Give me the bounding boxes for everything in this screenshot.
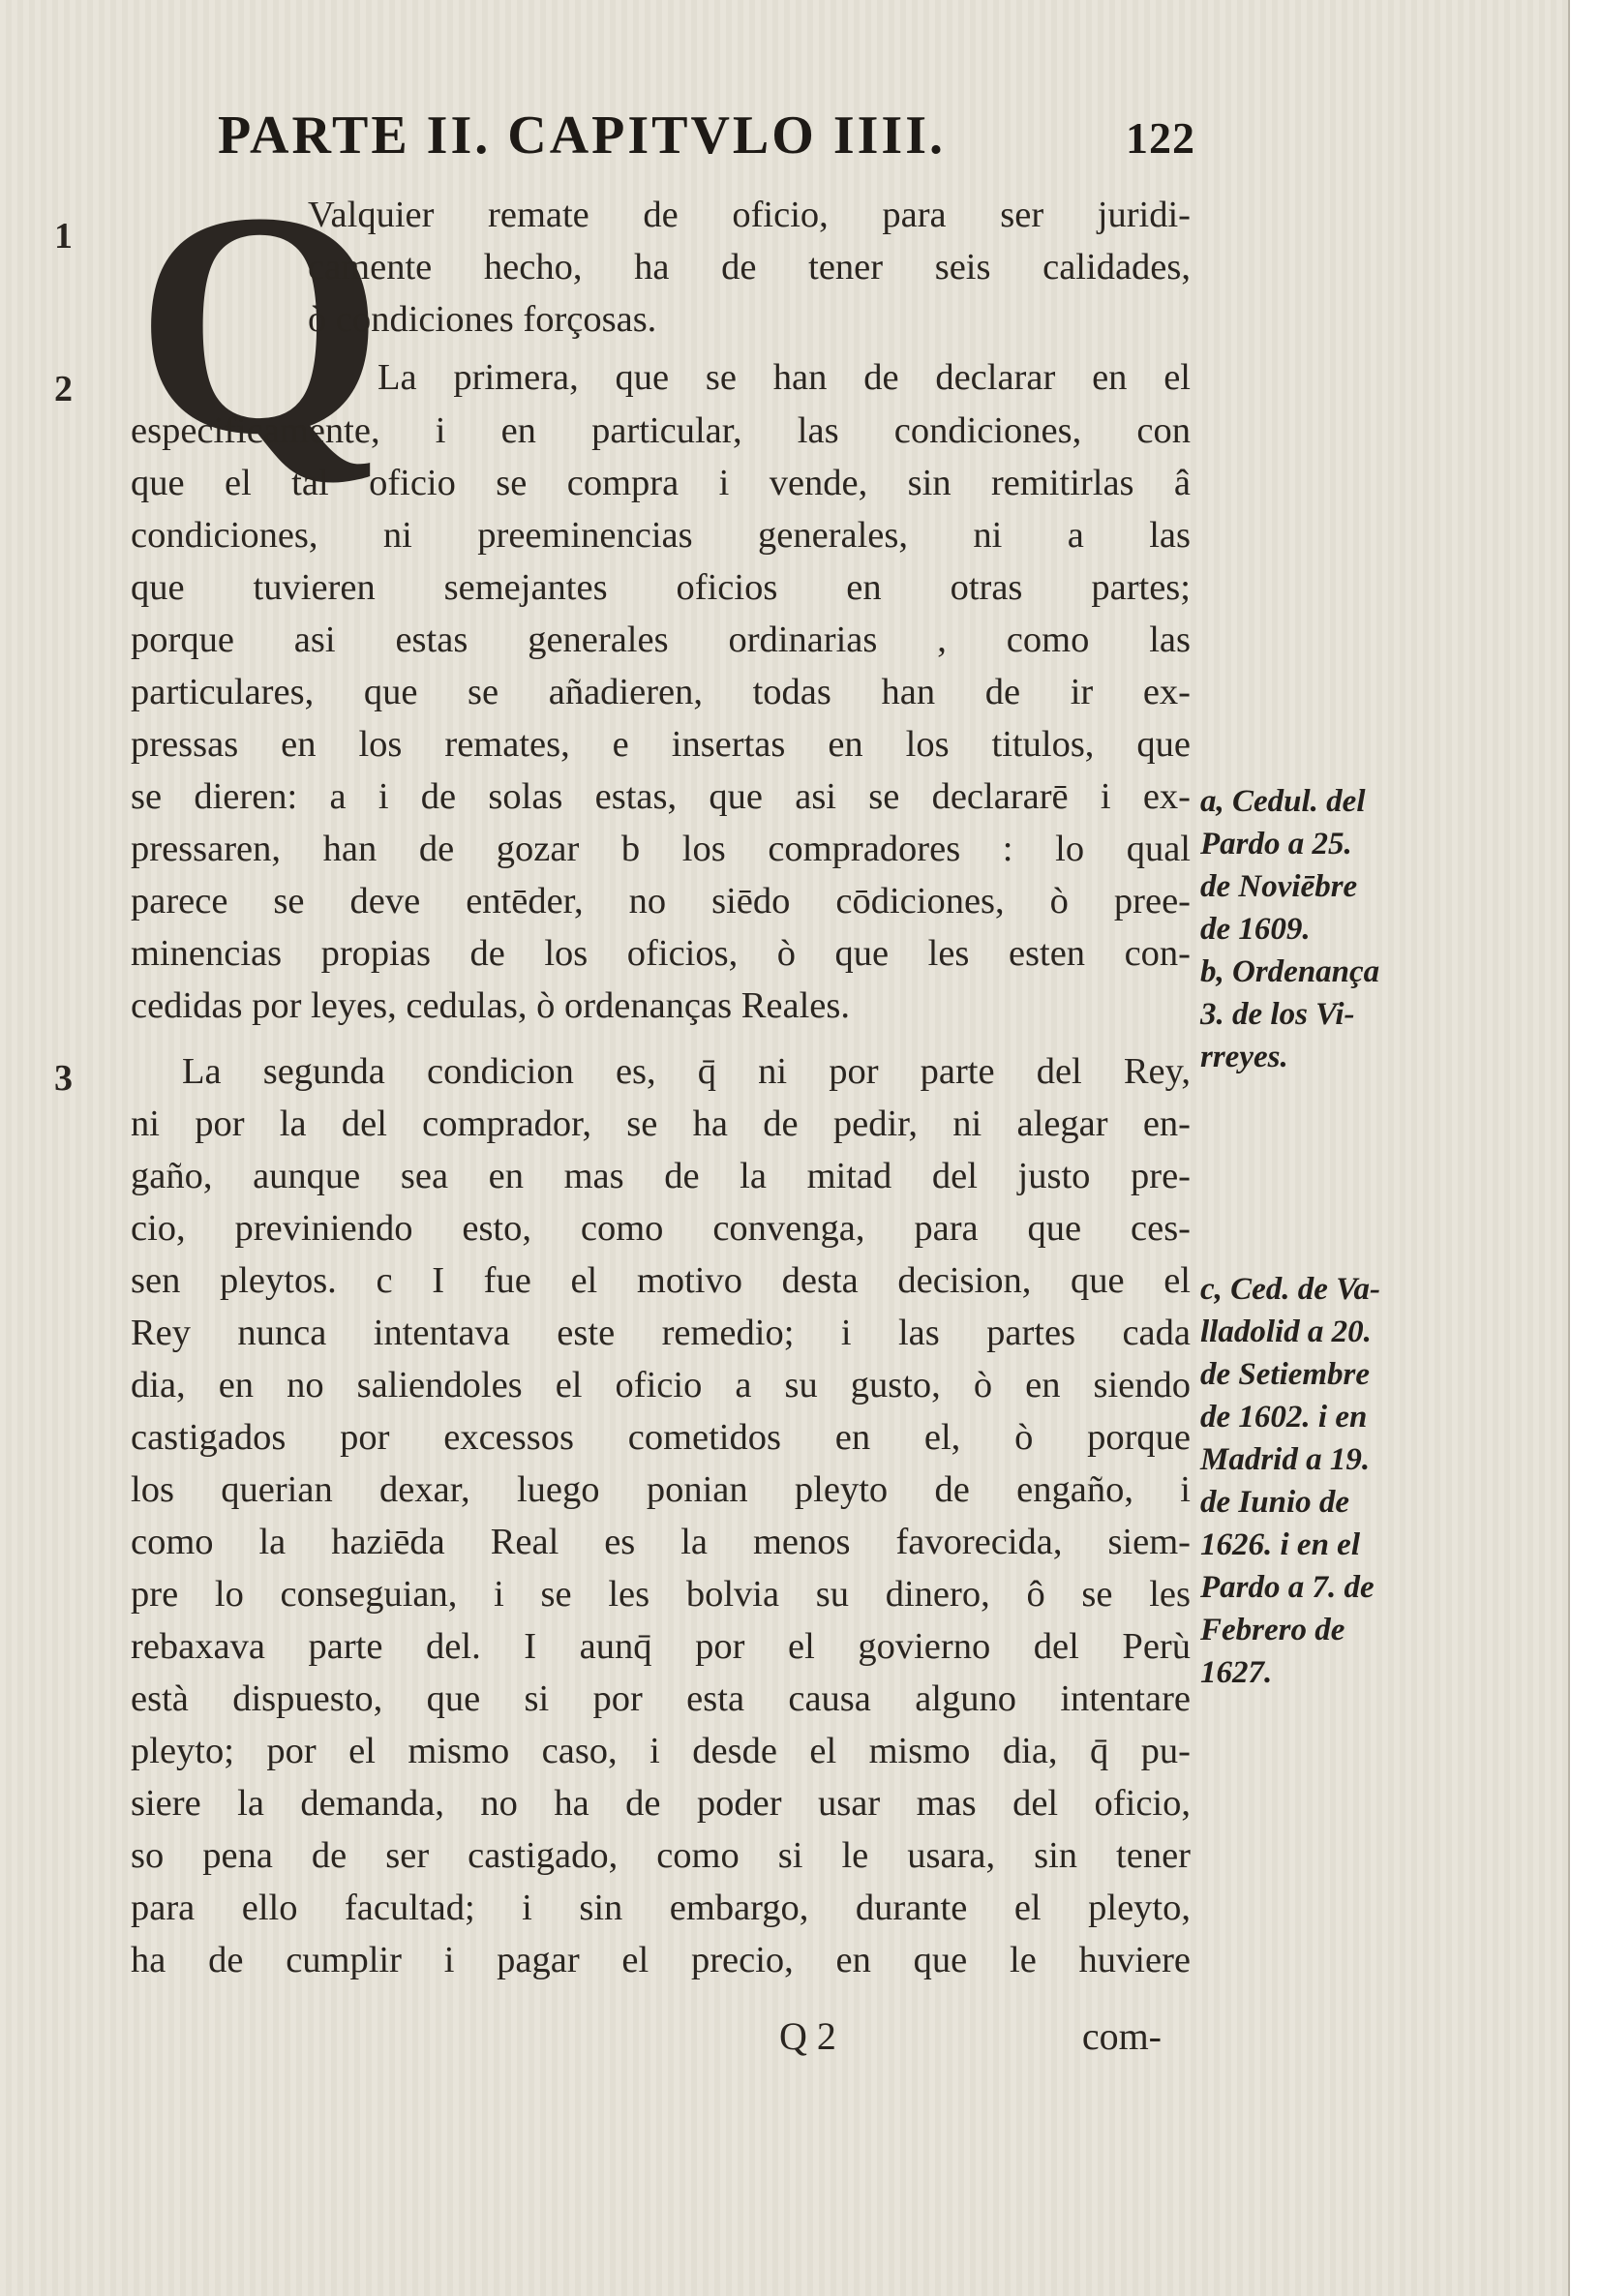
marginal-note-ab — [1200, 780, 1460, 1078]
text-line: Rey nunca intentava este remedio; i las partes cada — [131, 1313, 1191, 1353]
page-edge — [1568, 0, 1601, 2296]
marginal-note-c — [1200, 1268, 1460, 1694]
paragraph-number: 3 — [54, 1058, 73, 1099]
text-line: sen pleytos. c I fue el motivo desta decision, que el — [131, 1260, 1191, 1301]
text-line: so pena de ser castigado, como si le usara, sin tener — [131, 1835, 1191, 1876]
text-line: parece se deve entēder, no siēdo cōdiciones, ò pree- — [131, 881, 1191, 921]
text-line: minencias propias de los oficios, ò que les esten con- — [131, 933, 1191, 974]
text-line: que el tal oficio se compra i vende, sin remitirlas â — [131, 463, 1191, 503]
text-line: pre lo conseguian, i se les bolvia su dinero, ô se les — [131, 1574, 1191, 1615]
text-line: gaño, aunque sea en mas de la mitad del justo pre- — [131, 1156, 1191, 1196]
note-line: rreyes. — [1200, 1040, 1288, 1074]
note-line: de Setiembre — [1200, 1357, 1371, 1392]
text-line: porque asi estas generales ordinarias , como las — [131, 619, 1191, 660]
text-line: pleyto; por el mismo caso, i desde el mismo dia, q̄ pu- — [131, 1731, 1191, 1771]
paragraph-number: 1 — [54, 216, 73, 257]
text-line: que tuvieren semejantes oficios en otras partes; — [131, 567, 1191, 608]
text-line: ò condiciones forçosas. — [308, 299, 657, 340]
header-title: PARTE II. CAPITVLO IIII. — [218, 106, 947, 166]
text-line: pressaren, han de gozar b los compradores : lo qual — [131, 829, 1191, 869]
text-line: especificamente, i en particular, las condiciones, con — [131, 410, 1191, 451]
note-line: lladolid a 20. — [1200, 1314, 1372, 1349]
text-line: condiciones, ni preeminencias generales, ni a las — [131, 515, 1191, 556]
note-line: Febrero de — [1200, 1613, 1345, 1647]
text-line: particulares, que se añadieren, todas han de ir ex- — [131, 672, 1191, 712]
note-line: 1626. i en el — [1200, 1527, 1360, 1562]
note-line: de Iunio de — [1200, 1485, 1350, 1520]
folio-number: 122 — [1126, 113, 1195, 163]
text-line: ha de cumplir i pagar el precio, en que le huviere — [131, 1940, 1191, 1980]
text-line: està dispuesto, que si por esta causa alguno intentare — [131, 1678, 1191, 1719]
text-line: los querian dexar, luego ponian pleyto de engaño, i — [131, 1469, 1191, 1510]
text-line: La primera, que se han de declarar en el — [378, 357, 1191, 398]
note-line: de 1602. i en — [1200, 1400, 1368, 1435]
text-line: como la haziēda Real es la menos favorecida, siem- — [131, 1522, 1191, 1562]
text-line: La segunda condicion es, q̄ ni por parte del Rey, — [182, 1051, 1191, 1092]
note-line: Pardo a 25. — [1200, 827, 1352, 861]
text-line: cedidas por leyes, cedulas, ò ordenanças Reales. — [131, 985, 850, 1026]
text-line: se dieren: a i de solas estas, que asi se declararē i ex- — [131, 776, 1191, 817]
text-line: ni por la del comprador, se ha de pedir, ni alegar en- — [131, 1103, 1191, 1144]
note-line: Madrid a 19. — [1200, 1442, 1371, 1477]
signature-mark: Q 2 — [779, 2014, 836, 2058]
text-line: camente hecho, ha de tener seis calidades, — [308, 247, 1191, 287]
text-line: cio, previniendo esto, como convenga, para que ces- — [131, 1208, 1191, 1249]
note-line: de 1609. — [1200, 912, 1311, 947]
text-line: Valquier remate de oficio, para ser juridi- — [308, 195, 1191, 235]
note-line: 3. de los Vi- — [1200, 997, 1355, 1032]
paragraph-number: 2 — [54, 369, 73, 409]
catchword: com- — [1081, 2014, 1162, 2058]
text-line: para ello facultad; i sin embargo, durante el pleyto, — [131, 1888, 1191, 1928]
text-line: dia, en no saliendoles el oficio a su gusto, ò en siendo — [131, 1365, 1191, 1405]
note-line: Pardo a 7. de — [1200, 1570, 1374, 1605]
text-line: pressas en los remates, e insertas en los titulos, que — [131, 724, 1191, 765]
text-line: castigados por excessos cometidos en el, ò porque — [131, 1417, 1191, 1458]
note-line: c, Ced. de Va- — [1200, 1272, 1381, 1307]
text-line: rebaxava parte del. I aunq̄ por el govierno del Perù — [131, 1626, 1191, 1667]
note-line: a, Cedul. del — [1200, 784, 1366, 819]
drop-cap-initial: Q — [136, 147, 384, 500]
note-line: 1627. — [1200, 1655, 1273, 1690]
text-line: siere la demanda, no ha de poder usar mas del oficio, — [131, 1783, 1191, 1824]
note-line: de Noviēbre — [1200, 869, 1358, 904]
note-line: b, Ordenança — [1200, 954, 1380, 989]
